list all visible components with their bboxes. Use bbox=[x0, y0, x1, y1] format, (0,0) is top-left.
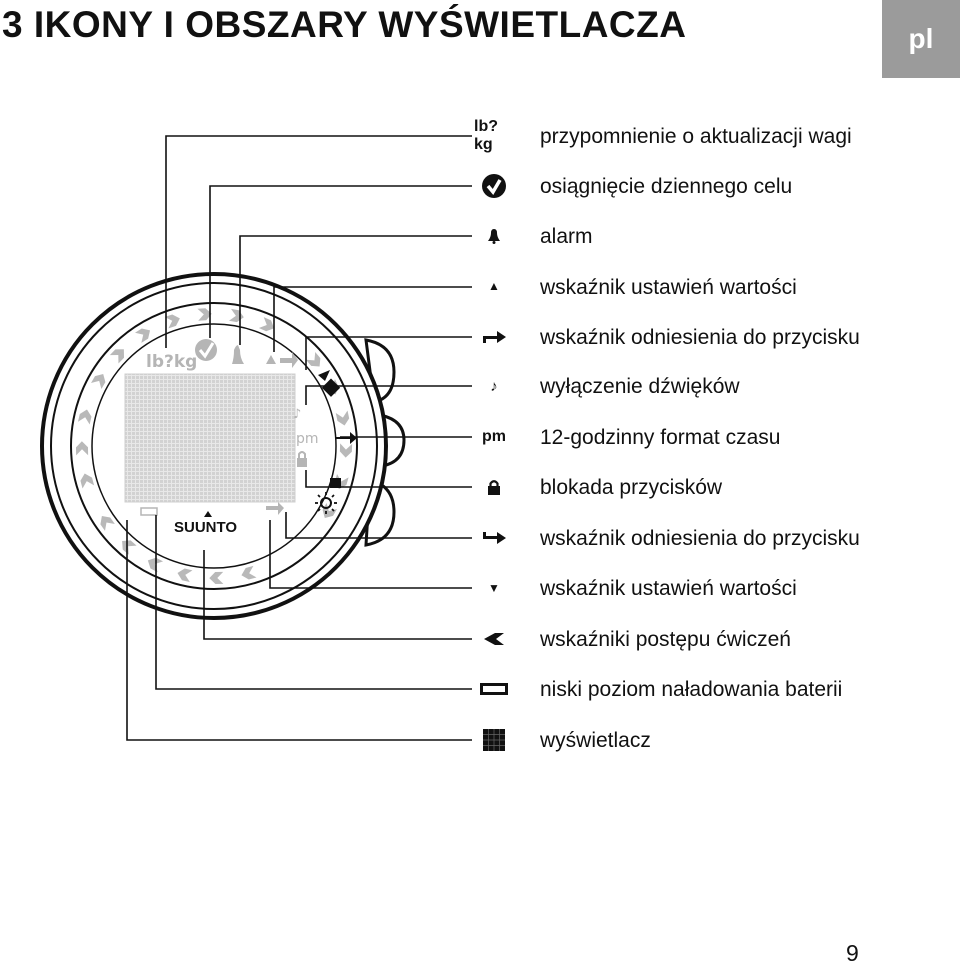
page-heading: 3 IKONY I OBSZARY WYŚWIETLACZA bbox=[2, 4, 687, 45]
legend-label-button-reference-up: wskaźnik odniesienia do przycisku bbox=[540, 326, 860, 349]
language-tab: pl bbox=[882, 0, 960, 78]
legend-label-button-reference-down: wskaźnik odniesienia do przycisku bbox=[540, 527, 860, 550]
check-circle-icon bbox=[474, 173, 514, 199]
arrow-right-bent-up-icon bbox=[474, 324, 514, 350]
legend-label-button-lock: blokada przycisków bbox=[540, 476, 723, 499]
legend-label-progress: wskaźniki postępu ćwiczeń bbox=[540, 628, 791, 651]
arrow-right-bent-down-icon bbox=[474, 525, 514, 551]
lb-kg-icon: lb?kg bbox=[474, 118, 498, 153]
watch-lock-icon bbox=[297, 458, 307, 467]
triangle-up-icon: ▲ bbox=[488, 279, 500, 293]
legend-label-daily-goal: osiągnięcie dziennego celu bbox=[540, 175, 793, 198]
pm-icon: pm bbox=[482, 428, 506, 445]
legend-label-alarm: alarm bbox=[540, 225, 593, 248]
watch-lb-kg-icon: lb?kg bbox=[146, 352, 198, 372]
display-area bbox=[125, 374, 295, 502]
watch-sound-icon: ♪ bbox=[293, 407, 302, 422]
legend-label-battery-low: niski poziom naładowania baterii bbox=[540, 678, 843, 701]
page-number: 9 bbox=[846, 940, 859, 966]
brand-logo: SUUNTO bbox=[174, 519, 238, 536]
progress-chevron-icon bbox=[474, 626, 514, 652]
legend-label-display: wyświetlacz bbox=[540, 729, 651, 752]
legend-label-sound-off: wyłączenie dźwięków bbox=[540, 375, 740, 398]
legend-label-weight-reminder: przypomnienie o aktualizacji wagi bbox=[540, 125, 852, 148]
triangle-down-icon: ▼ bbox=[488, 581, 500, 595]
watch-pm-icon: pm bbox=[296, 431, 319, 447]
display-grid-icon bbox=[474, 727, 514, 753]
watch-check-icon bbox=[195, 339, 217, 361]
legend-label-12h-format: 12-godzinny format czasu bbox=[540, 426, 781, 449]
sound-off-icon: ♪ bbox=[490, 377, 498, 395]
legend-label-value-indicator-down: wskaźnik ustawień wartości bbox=[540, 577, 797, 600]
legend-label-value-indicator-up: wskaźnik ustawień wartości bbox=[540, 276, 797, 299]
lock-icon bbox=[474, 474, 514, 500]
battery-low-icon bbox=[474, 676, 514, 702]
bell-icon bbox=[474, 223, 514, 249]
